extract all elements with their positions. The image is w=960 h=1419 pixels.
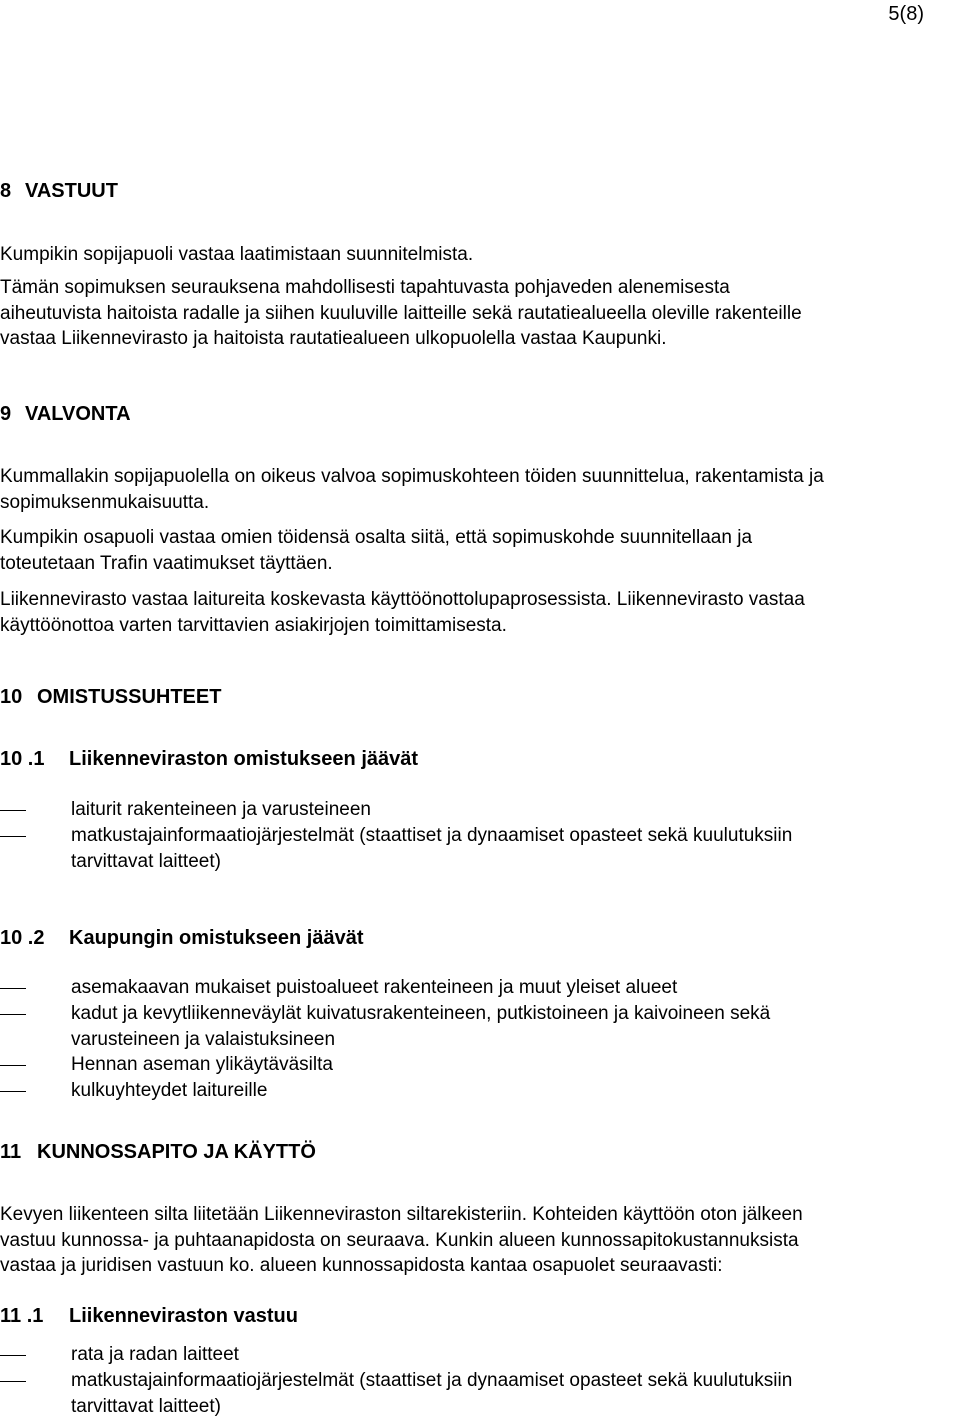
text-line: kadut ja kevytliikenneväylät kuivatusrakenteineen, putkistoineen ja kaivoineen sekä (71, 1003, 771, 1024)
subsection-10-1-title: Liikenneviraston omistukseen jäävät (69, 748, 419, 770)
section-9-title: VALVONTA (25, 403, 131, 425)
section-10-number: 10 (0, 686, 23, 708)
section-8-paragraph-2 (0, 275, 955, 352)
list-item (0, 1078, 955, 1104)
subsection-10-2-title: Kaupungin omistukseen jäävät (69, 927, 364, 949)
list-item (0, 823, 955, 874)
page-number: 5(8) (888, 3, 924, 25)
subsection-11-1-title: Liikenneviraston vastuu (69, 1305, 298, 1327)
dash-bullet-icon (0, 1381, 26, 1382)
subsection-10-2-heading (0, 926, 364, 951)
section-9-number: 9 (0, 403, 12, 425)
text-line: laiturit rakenteineen ja varusteineen (71, 799, 371, 820)
list-item (0, 975, 955, 1001)
section-8-paragraph-1 (0, 242, 955, 268)
subsection-10-2-number: 10 .2 (0, 927, 45, 949)
text-line: Kumpikin osapuoli vastaa omien töidensä osalta siitä, että sopimuskohde suunnitellaan ja (0, 527, 753, 548)
text-line: aiheutuvista haitoista radalle ja siihen kuuluville laitteille sekä rautatiealueella oleville rakenteille (0, 302, 802, 324)
text-line: Kummallakin sopijapuolella on oikeus valvoa sopimuskohteen töiden suunnittelua, rakentamista ja (0, 466, 824, 487)
subsection-11-1-number: 11 .1 (0, 1305, 44, 1327)
section-10-title: OMISTUSSUHTEET (37, 686, 222, 708)
text-line: tarvittavat laitteet) (71, 1395, 221, 1417)
text-line: kulkuyhteydet laitureille (71, 1080, 268, 1101)
section-9-paragraph-1 (0, 464, 955, 515)
text-line: Liikennevirasto vastaa laitureita koskevasta käyttöönottolupaprosessista. Liikennevirasto vastaa (0, 589, 805, 610)
text-line: tarvittavat laitteet) (71, 850, 221, 872)
list-item (0, 1342, 955, 1368)
text-line: asemakaavan mukaiset puistoalueet rakenteineen ja muut yleiset alueet (71, 977, 678, 998)
subsection-10-1-heading (0, 747, 418, 772)
section-8-heading (0, 179, 118, 204)
section-11-number: 11 (0, 1141, 22, 1163)
text-line: toteutetaan Trafin vaatimukset täyttäen. (0, 552, 333, 574)
section-11-title: KUNNOSSAPITO JA KÄYTTÖ (37, 1141, 316, 1163)
list-item (0, 1001, 955, 1052)
section-9-heading (0, 402, 131, 427)
dash-bullet-icon (0, 1065, 26, 1066)
text-line: Kevyen liikenteen silta liitetään Liikenneviraston siltarekisteriin. Kohteiden käyttöön oton jälkeen (0, 1204, 803, 1225)
text-line: vastuu kunnossa- ja puhtaanapidosta on seuraava. Kunkin alueen kunnossapitokustannuksista (0, 1229, 799, 1251)
text-line: vastaa ja juridisen vastuun ko. alueen kunnossapidosta kantaa osapuolet seuraavasti: (0, 1255, 723, 1276)
list-item (0, 797, 955, 823)
list-item (0, 1052, 955, 1078)
dash-bullet-icon (0, 1091, 26, 1092)
section-11-paragraph-1 (0, 1202, 955, 1279)
subsection-11-1-heading (0, 1304, 298, 1329)
dash-bullet-icon (0, 1355, 26, 1356)
section-8-number: 8 (0, 180, 12, 202)
text-line: matkustajainformaatiojärjestelmät (staattiset ja dynaamiset opasteet sekä kuulutuksiin (71, 825, 793, 846)
text-line: Hennan aseman ylikäytäväsilta (71, 1054, 333, 1075)
subsection-10-1-number: 10 .1 (0, 748, 45, 770)
text-line: käyttöönottoa varten tarvittavien asiakirjojen toimittamisesta. (0, 614, 507, 636)
text-line: Tämän sopimuksen seurauksena mahdollisesti tapahtuvasta pohjaveden alenemisesta (0, 277, 730, 298)
text-line: vastaa Liikennevirasto ja haitoista rautatiealueen ulkopuolella vastaa Kaupunki. (0, 328, 667, 349)
text-line: matkustajainformaatiojärjestelmät (staattiset ja dynaamiset opasteet sekä kuulutuksiin (71, 1370, 793, 1391)
text-line: sopimuksenmukaisuutta. (0, 491, 210, 513)
dash-bullet-icon (0, 836, 26, 837)
dash-bullet-icon (0, 810, 26, 811)
dash-bullet-icon (0, 988, 26, 989)
text-line: varusteineen ja valaistuksineen (71, 1028, 336, 1050)
section-9-paragraph-3 (0, 587, 955, 638)
text-line: rata ja radan laitteet (71, 1344, 239, 1365)
section-10-heading (0, 685, 221, 710)
dash-bullet-icon (0, 1014, 26, 1015)
section-11-heading (0, 1140, 316, 1165)
section-9-paragraph-2 (0, 525, 955, 576)
text-line: Kumpikin sopijapuoli vastaa laatimistaan suunnitelmista. (0, 244, 474, 265)
list-item (0, 1368, 955, 1419)
section-8-title: VASTUUT (25, 180, 118, 202)
